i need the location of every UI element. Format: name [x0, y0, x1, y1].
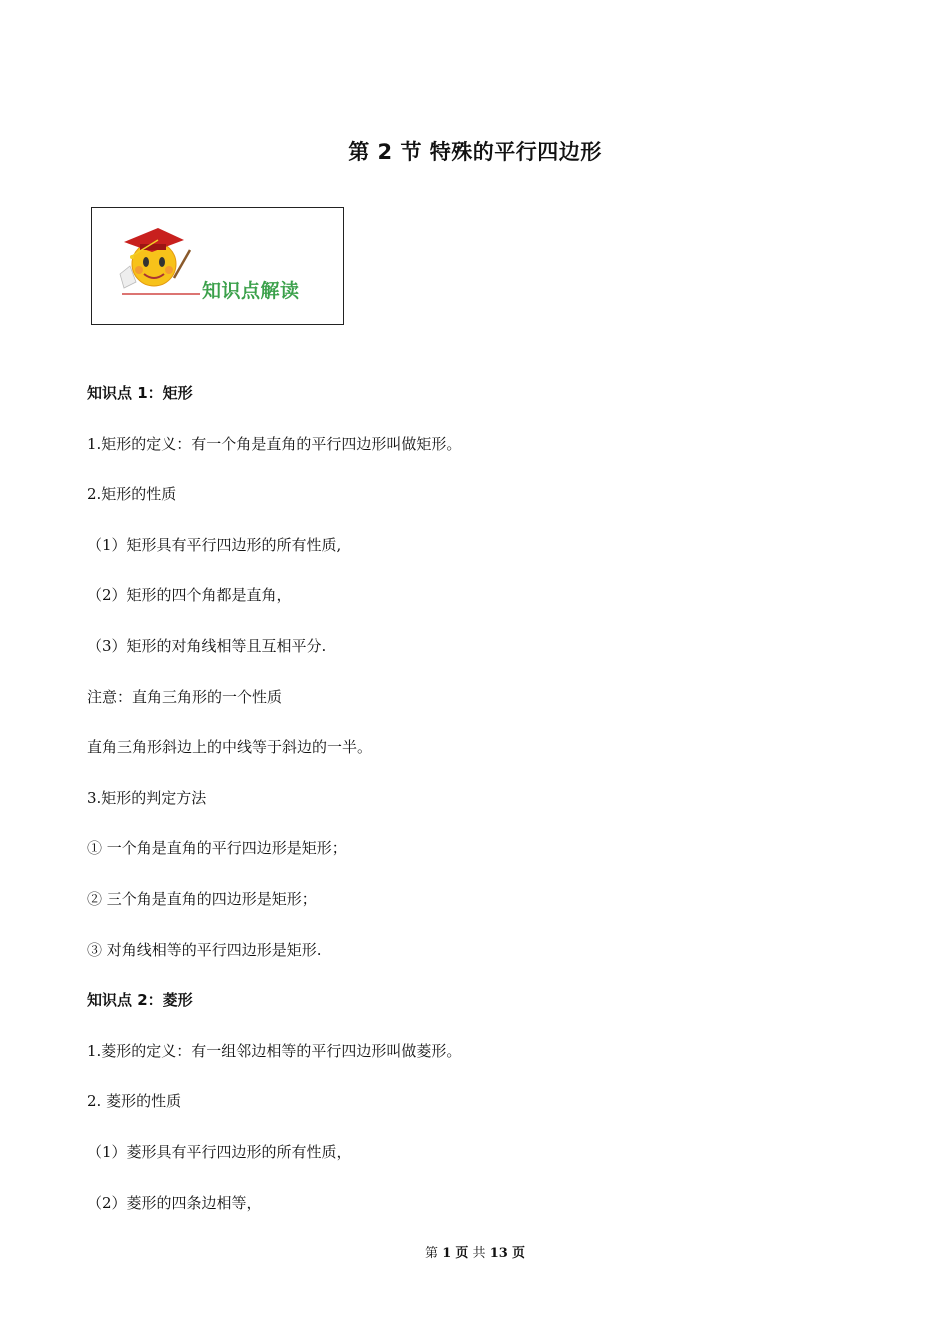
section-heading: 知识点 1：矩形 [87, 384, 193, 402]
scholar-mascot-icon [92, 208, 345, 326]
body-line: 1.矩形的定义：有一个角是直角的平行四边形叫做矩形。 [87, 435, 462, 453]
body-line: 直角三角形斜边上的中线等于斜边的一半。 [87, 738, 373, 756]
footer-prefix: 第 [425, 1246, 439, 1261]
body-line: 3.矩形的判定方法 [87, 789, 207, 807]
body-line: （2）矩形的四个角都是直角， [87, 586, 292, 604]
footer-suffix: 页 [511, 1246, 525, 1261]
body-line: 2.矩形的性质 [87, 485, 177, 503]
footer-total-pages: 13 [489, 1246, 508, 1261]
body-line: （3）矩形的对角线相等且互相平分. [87, 637, 327, 655]
body-line: （1）矩形具有平行四边形的所有性质, [87, 536, 342, 554]
footer-page-number: 1 [442, 1246, 452, 1261]
body-line: ① 一个角是直角的平行四边形是矩形； [87, 839, 347, 857]
body-line: （2）菱形的四条边相等， [87, 1194, 262, 1212]
footer-total-label: 共 [472, 1246, 486, 1261]
body-line: 2. 菱形的性质 [87, 1092, 182, 1110]
page-footer [0, 1242, 950, 1261]
body-line: ③ 对角线相等的平行四边形是矩形. [87, 941, 322, 959]
knowledge-banner [91, 207, 344, 325]
page-title: 第 2 节 特殊的平行四边形 [348, 140, 602, 164]
body-line: 1.菱形的定义：有一组邻边相等的平行四边形叫做菱形。 [87, 1042, 462, 1060]
section-heading: 知识点 2：菱形 [87, 991, 193, 1009]
body-line: （1）菱形具有平行四边形的所有性质， [87, 1143, 352, 1161]
banner-title: 知识点解读 [202, 280, 300, 302]
body-line: ② 三个角是直角的四边形是矩形； [87, 890, 317, 908]
footer-page-label: 页 [455, 1246, 469, 1261]
body-line: 注意：直角三角形的一个性质 [87, 688, 283, 706]
